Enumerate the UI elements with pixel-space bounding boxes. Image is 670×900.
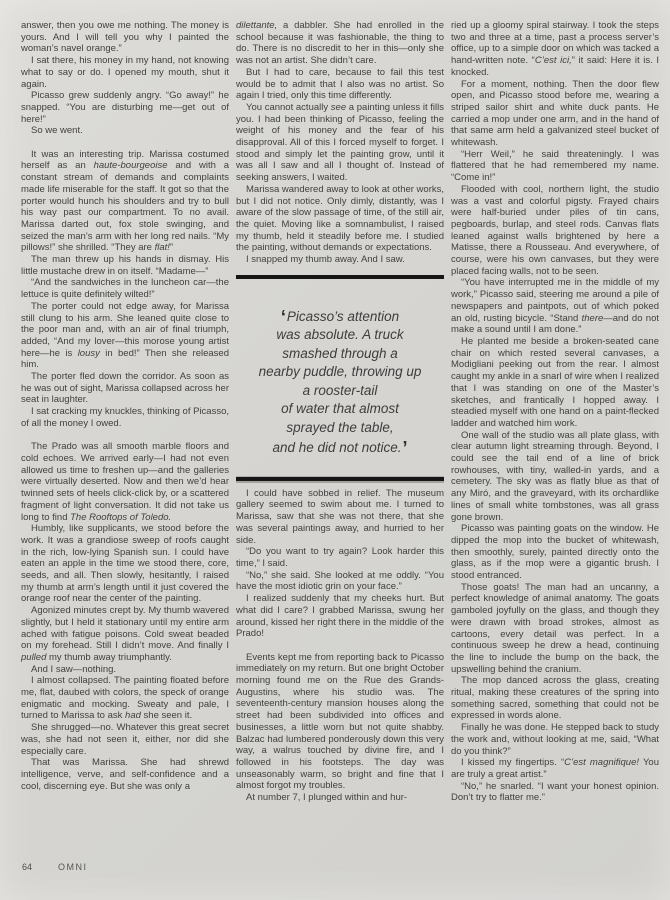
paragraph: “Herr Weil,” he said threateningly. I was flattered that he had remembered my name. “Come in!”: [451, 148, 659, 184]
paragraph: Picasso was painting goats on the window. He dipped the mop into the bucket of whitewash, then smoothly, surely, painted directly onto the glass, as if the mop were a gigantic brush. I stood entranced.: [451, 523, 659, 582]
paragraph: Events kept me from reporting back to Picasso immediately on my return. But one bright October morning found me on the Rue des Grands-Augustins, where his studio was. The seventeenth-century mansion houses along the street had been subdivided into offices and businesses, a little worn but not quite shabby. Balzac had lumbered ponderously down this very way, a walrus touched by divine fire, and I followed in his footsteps. The day was unseasonably warm, so bright and fine that I almost forgot my troubles.: [236, 651, 444, 792]
paragraph: So we went.: [31, 125, 83, 137]
page-footer: [22, 862, 88, 872]
paragraph: For a moment, nothing. Then the door flew open, and Picasso stood before me, wearing a striped sailor shirt and white duck pants. He carried a mop under one arm, and in the hand of that same arm held a galvanized steel bucket of whitewash.: [451, 78, 659, 149]
paragraph: You cannot actually see a painting unless it fills you. I had been thinking of Picasso, feeling the weight of his money and the fear of his disapproval. All of this I forced myself to forget. I stood and simply let the painting grow, until it was all I saw and all I thought of. Instead of seeking answers, I waited.: [236, 101, 444, 184]
pull-quote-line: smashed through a: [282, 345, 398, 361]
page-number: 64: [22, 862, 33, 872]
column-3: [451, 20, 659, 872]
pull-quote-line: and he did not notice.’: [272, 438, 408, 459]
paragraph: Humbly, like supplicants, we stood before the work. It was a grandiose sweep of roofs caught in the rich, low-lying Spanish sun. I could have eaten an apple in the time we stood there, core, seeds, and all. Then slowly, hesitantly, I raised my thumb at arm’s length until it just covered the orange roof near the center of the painting.: [21, 523, 229, 605]
pull-quote-line: sprayed the table,: [286, 419, 394, 435]
paragraph: dilettante, a dabbler. She had enrolled in the school because it was fashionable, the thing to do. There is no discredit to her in this—only she was not an artist. She didn’t care.: [236, 20, 444, 67]
paragraph: “And the sandwiches in the luncheon car—the lettuce is quite definitely wilted!”: [21, 277, 229, 301]
paragraph: I sat there, his money in my hand, not knowing what to say or do. I opened my mouth, shut it again.: [21, 55, 229, 90]
paragraph: answer, then you owe me nothing. The money is yours. And I will tell you why I painted the woman’s navel orange.”: [21, 20, 229, 55]
paragraph: That was Marissa. She had shrewd intelligence, verve, and self-confidence and a cool, discerning eye. But she was only a: [21, 757, 229, 792]
paragraph: ried up a gloomy spiral stairway. I took the steps two and three at a time, past a process server’s office, up to a simple door on which was tacked a hand-written note. “C’est ici,” it said: Here it is. I knocked.: [451, 20, 659, 78]
text-columns: [21, 20, 659, 872]
paragraph: “Do you want to try again? Look harder this time,” I said.: [236, 546, 444, 569]
paragraph: I almost collapsed. The painting floated before me, flat, daubed with colors, the speck of orange enigmatic and mocking. Sweaty and pale, I turned to Marissa to ask had she seen it.: [21, 675, 229, 722]
paragraph: The man threw up his hands in dismay. His little mustache drew in on itself. “Madame—”: [21, 254, 229, 277]
pull-quote-line: ‘Picasso’s attention: [280, 306, 400, 327]
close-quote-icon: ’: [402, 438, 408, 459]
pull-quote: [236, 275, 444, 481]
paragraph: Finally he was done. He stepped back to study the work and, without looking at me, said, “What do you think?”: [451, 722, 659, 757]
paragraph: Agonized minutes crept by. My thumb wavered slightly, but I held it stationary until my entire arm ached with fatigue poisons. Cold sweat beaded on my forehead. Still I didn’t move. And finally I pulled my thumb away triumphantly.: [21, 605, 229, 663]
paragraph: It was an interesting trip. Marissa costumed herself as an haute-bourgeoise and with a constant stream of demands and complaints made life miserable for the staff. It got so that the porter would hunch his shoulders and try to bull his way past our compartment. To no avail. Marissa darted out, fox stole swinging, and seized the man’s arm with her long red nails. “My pillows!” she shrilled. “They are flat!”: [21, 148, 229, 254]
paragraph: I sat cracking my knuckles, thinking of Picasso, of all the money I owed.: [21, 406, 229, 429]
paragraph: But I had to care, because to fail this test would be to admit that I also was no artist. So again I tried, only this time differently.: [236, 66, 444, 102]
paragraph: The porter could not edge away, for Marissa still clung to his arm. She leaned quite close to the poor man and, with an air of final triumph, added, “And my lover—this morose young artist here—he is lousy in bed!” Then she released him.: [21, 300, 229, 371]
pull-quote-line: a rooster-tail: [302, 382, 378, 398]
pull-quote-line: was absolute. A truck: [276, 327, 404, 343]
paragraph: He planted me beside a broken-seated cane chair on which rested several canvases, a Modigliani peeking out from the rear. I almost caught my ankle in a snarl of wire when I realized that I was standing on one of the Master’s sketches, and frantically I hopped away. I steadied myself with one hand on a paint-flecked ladder and watched him work.: [451, 335, 659, 429]
paragraph: Picasso grew suddenly angry. “Go away!” he snapped. “You are disturbing me—get out of here!”: [21, 90, 229, 125]
column-1: [21, 20, 229, 872]
paragraph: I kissed my fingertips. “C’est magnifique! You are truly a great artist.”: [451, 757, 659, 780]
pull-quote-line: of water that almost: [281, 401, 399, 417]
paragraph: I could have sobbed in relief. The museum gallery seemed to swim about me. I turned to Marissa, saw that she was not there, that she was several paintings away, and hurried to her side.: [236, 487, 444, 546]
paragraph: The porter fled down the corridor. As soon as he was out of sight, Marissa collapsed across her seat in laughter.: [21, 371, 229, 406]
paragraph: The mop danced across the glass, creating ritual, making these creatures of the spring into something sacred, something that could not be expressed in words alone.: [451, 675, 659, 722]
paragraph: Flooded with cool, northern light, the studio was a vast and colorful pigsty. Frayed chairs were half-buried under piles of tin cans, pegboards, burlap, and steel rods. Canvas flats leaned against walls brightened by here a Matisse, there a Rousseau. And everywhere, of course, were his own canvases, but they were placed facing walls, not to be seen.: [451, 183, 659, 277]
paragraph: I snapped my thumb away. And I saw.: [246, 254, 405, 266]
paragraph: “No,” she said. She looked at me oddly. “You have the most idiotic grin on your face.”: [236, 569, 444, 593]
paragraph: “No,” he snarled. “I want your honest opinion. Don’t try to flatter me.”: [451, 780, 659, 804]
paragraph: One wall of the studio was all plate glass, with clear autumn light streaming through. Beyond, I could see the tail end of a line of brick rowhouses, with tiny, walled-in yards, and a cemetery. The sky was as flatly blue as that of any Miró, and the graveyard, with its orchardlike lines of small white tombstones, was all grass gone brown.: [451, 429, 659, 523]
open-quote-icon: ‘: [280, 306, 286, 327]
pull-quote-line: nearby puddle, throwing up: [258, 364, 422, 380]
paragraph: She shrugged—no. Whatever this great secret was, she had not seen it, either, nor did she especially care.: [21, 722, 229, 757]
paragraph: Those goats! The man had an uncanny, a perfect knowledge of animal anatomy. The goats gamboled joyfully on the glass, and though they were drawn with broad strokes, almost as cartoons, every detail was perfect. In a continuous sweep he drew a head, continuing the line to include the bump on the back, the upswelling behind the cranium.: [451, 581, 659, 675]
column-2: [236, 20, 444, 872]
paragraph: At number 7, I plunged within and hur-: [246, 792, 408, 804]
paragraph: Marissa wandered away to look at other works, but I did not notice. Only dimly, distantly, was I aware of the slow passage of time, of the still air, the quiet. Moving like a somnambulist, I raised my thumb, held it steadily before me. I studied the painting, without demands or expectations.: [236, 183, 444, 254]
magazine-name: OMNI: [58, 862, 88, 872]
paragraph: I realized suddenly that my cheeks hurt. But what did I care? I grabbed Marissa, swung her around, kissed her right there in the middle of the Prado!: [236, 593, 444, 640]
paragraph: “You have interrupted me in the middle of my work,” Picasso said, steering me around a pile of newspapers and paintpots, out of which poked an old, rusting bicycle. “Stand there—and do not make a sound until I am done.”: [451, 277, 659, 336]
paragraph: The Prado was all smooth marble floors and cold echoes. We arrived early—I had not even allowed us time to freshen up—and the galleries were virtually deserted. Now and then we’d hear twinned sets of heels click-click by, or a scattered fragment of light conversation. It did not take us long to find The Rooftops of Toledo.: [21, 441, 229, 523]
paragraph: And I saw—nothing.: [31, 663, 117, 675]
